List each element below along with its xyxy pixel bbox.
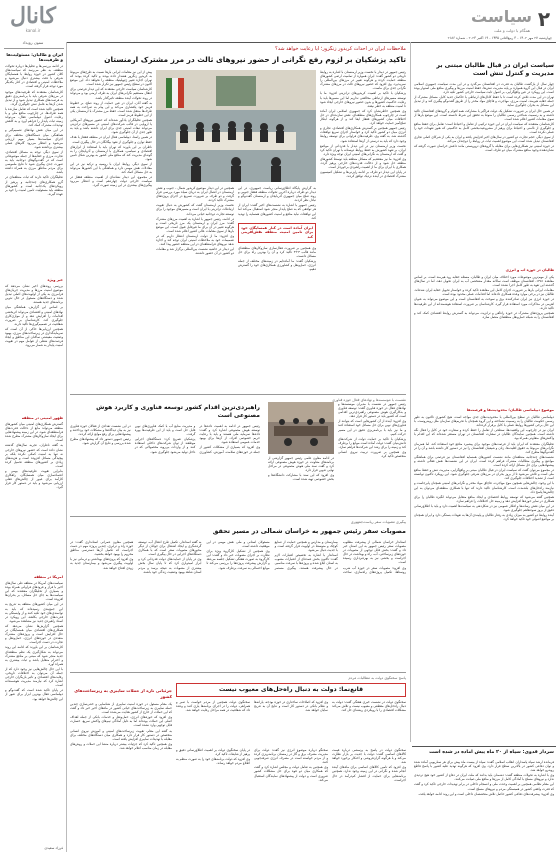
lead-title: تاکید پزشکیان بر لزوم رفع نگرانی از حضور نیروهای ثالث در مرز مشترک ارمنستان (104, 55, 406, 64)
lead-text-far-left: پیش از این نیز مقامات ایرانی بارها نسبت به طرح‌های مربوط به کریدور زنگزور هشدار داده بودند و تاکید کرده بودند که تهران اجازه تغییر ژئوپلیتیک منطقه را نخواهد داد. این موضع اکنون در سطح رئیس جمهور نیز تکرار شده است. کارشناسان سیاست خارجی معتقدند که این دیدار فرصتی برای انتقال مستقیم نگرانی‌های ایران به طرف ارمنی بود و می‌تواند در روند تحولات آینده منطقه تاثیرگذار باشد. به گفته آنان، ایران در عین حمایت از روند صلح، بر خطوط قرمز خود پافشاری می‌کند و این پیام به صراحت به همه طرف‌ها منتقل شده است. حفظ مرز مشترک با ارمنستان یکی از این خطوط قرمز است. همچنین تحلیلگران یادآور شده‌اند که حضور نیروهای آمریکایی یا اروپایی در قالب شرکت‌های امنیتی در مسیرهای ترانزیتی می‌تواند تبعات امنیتی جدی برای ایران داشته باشد و باید به طور جدی از آن جلوگیری شود. در همین راستا، دیپلماسی فعال ایران در منطقه قفقاز با هدف حفظ توازن و جلوگیری از نفوذ بیگانگان در حال پیگیری است. ناظران بر این باورند که تهران باید با استفاده از ابزارهای اقتصادی و سیاسی، همکاری با ارمنستان و آذربایجان را به گونه‌ای مدیریت کند که منافع ملی کشور به بهترین شکل تامین شود. از سوی دیگر، روابط ایران با روسیه و ترکیه نیز در این معادلات نقش مهمی دارد و هماهنگی با این کشورها می‌تواند به حل مسائل کمک کند. در مجموع، این دیدار نشانه‌ای از اهمیت منطقه قفقاز در سیاست خارجی دولت چهاردهم است و انتظار می‌رود پیگیری‌های بیشتری در این زمینه صورت گیرد. (70, 70, 152, 188)
side-column-title: ایران و طالبان: مسئولیت‌ها و ظرفیت‌ها (6, 52, 63, 62)
second-kicker: نشست با موسسه‌ها و نهادهای فعال حوزه فناوری (332, 398, 406, 402)
side-column-header: ستون رویداد (22, 40, 44, 45)
left-mini-title-2: فرزاد سعیدی (44, 846, 63, 850)
lead-quote-box (238, 223, 316, 243)
side-column-text-1: در ادامه بررسی‌ها و تحلیل‌ها درباره تحولات منطقه، به نظر می‌رسد که سیاست‌های کلان کشور در حوزه روابط با همسایگان شرقی با دقت بیشتری دنبال می‌شود و ملاحظات امنیتی و اقتصادی در کنار یکدیگر مورد توجه قرار گرفته است. کارشناسان معتقدند که ظرفیت‌های موجود در مرزهای شرقی باید با برنامه‌ریزی دقیق به فرصت‌های همکاری تبدیل شود و از تبدیل شدن آن‌ها به عامل تنش جلوگیری گردد. همچنین تاکید شده است که تعامل سازنده با همه طرف‌ها، در چارچوب منافع ملی و با رعایت اصول دیپلماسی فعال، می‌تواند زمینه ثبات پایدار را فراهم آورد و به کاهش تهدیدات مشترک کمک کند. در این میان نقش نهادهای تصمیم‌گیر و هماهنگی میان دستگاه‌های مختلف برای اجرای سیاست‌ها بسیار مهم ارزیابی می‌شود و انتظار می‌رود گام‌های عملی بیشتری برداشته شود. از سوی دیگر، توجه به مسائل اقتصادی، تجارت مرزی و حقابه‌ها از جمله موضوعاتی است که در گفت‌وگوهای دوجانبه باید به صورت جدی پیگیری شود تا نتایج ملموسی برای مردم مناطق مرزی به همراه داشته باشد. تحلیلگران تاکید دارند که ثبات منطقه‌ای در گرو همکاری‌های چندجانبه و پرهیز از رویکردهای یک‌جانبه است و کشورهای منطقه باید مسئولیت تامین امنیت را خود بر عهده گیرند. (5, 64, 63, 196)
second-title: راهبردی‌ترین اقدام کشور توسعه فناوری و کاربرد هوش مصنوعی است (96, 404, 260, 419)
logo-sub: kanal.ir (25, 28, 41, 33)
section-title: سیاست (471, 7, 532, 26)
fourth-kicker: پاسخ سخنگوی دولت به مطالبات مردم (348, 676, 406, 680)
lead-kicker: ملاحظات ایران در احداث کریدور زنگزور؛ آیا رعایت خواهد شد؟ (275, 46, 406, 52)
right-article-title: سیاست ایران در قبال طالبان مبتنی بر مدیریت و کنترل تنش است (436, 62, 554, 77)
second-text-mid: رئیس جمهور در ادامه به اهمیت داده‌ها در توسعه هوش مصنوعی اشاره کرد و گفت: داده‌ها سرمایه ملی هستند و باید با رعایت حریم خصوصی افراد، از آن‌ها برای بهبود خدمات عمومی استفاده شود. وی افزود که بسیاری از مشکلات کشور از جمله در حوزه‌های سلامت، آموزش، کشاورزی و مدیریت منابع آب با کمک فناوری‌های نوین قابل حل است و باید از این ظرفیت‌ها بهره گرفت. پزشکیان تصریح کرد: دستگاه‌های اجرایی موظفند از توان شرکت‌های داخلی استفاده کنند و از واردات بی‌رویه محصولاتی که در داخل تولید می‌شود جلوگیری شود. در این نشست تعدادی از فعالان حوزه فناوری نیز به بیان دیدگاه‌ها و مشکلات خود پرداختند و پیشنهادهایی برای رفع موانع ارائه کردند. رئیس جمهور دستور داد که پیشنهادهای مطرح شده بررسی و نتایج آن گزارش شود. (70, 424, 260, 454)
lead-photo-image (156, 70, 316, 182)
second-photo (268, 402, 334, 454)
second-text-bottom: در ادامه معاون علمی رئیس جمهور گزارشی از برنامه‌های معاونت در حوزه هوش مصنوعی ارائه کرد و گفت سند ملی هوش مصنوعی در مراحل نهایی تدوین قرار دارد. وی افزود که این سند با مشارکت دانشگاه‌ها و بخش خصوصی تهیه شده است. (268, 456, 334, 482)
logo (4, 4, 62, 38)
dateline: چهارشنبه ۲۷ مهر ۱۴۰۲ - ۳ ربیع‌الثانی ۱۴۴۵ - ۱۹ اکتبر ۲۰۲۳ - شماره ۲۱۸۶ (447, 36, 552, 40)
third-title: مصوبات سفر رئیس جمهور به خراسان شمالی در مسیر تحقق (212, 527, 406, 535)
page-number: ۲ (537, 7, 551, 31)
tagline: همگام با دولت و ملت (494, 28, 530, 33)
third-kicker: پیگیری مصوبات سفر ریاست‌جمهوری (350, 520, 406, 524)
side-column-note-title: خبر ویژه (47, 278, 63, 282)
right-article-text-3: دیپلماسی طالبان در سطح بین‌المللی با محدودیت‌های جدی مواجه است. هیچ کشوری تاکنون به طور رسمی حکومت طالبان را به رسمیت نشناخته و این گروه همچنان با تحریم‌های سازمان ملل روبه‌روست. با این حال برخی کشورها روابط عملی با کابل برقرار کرده‌اند. ایران نیز در چارچوب این واقعیت‌ها، سطحی از تعامل را حفظ کرده و سفارت خود در کابل را فعال نگه داشته است. همچنین نمایندگان طالبان در سفارت افغانستان در تهران مستقر شده‌اند که این اقدام با واکنش‌های متفاوتی همراه بود. تحلیلگران معتقدند که ایران باید از فرصت‌های موجود برای پیشبرد منافع خود استفاده کند، اما همزمان نگرانی‌های مربوط به حقوق اقلیت‌ها، زنان و شیعیان افغانستان را نیز در دستور کار داشته باشد و آن را در گفت‌وگوها مطرح کند. نشست‌های چندجانبه منطقه‌ای مانند نشست کشورهای همسایه افغانستان نیز فرصتی برای هماهنگی مواضع و پیگیری مطالبات مشترک فراهم کرده است. ایران در این نشست‌ها نقش فعالی داشته و پیشنهادهایی برای حل مسائل ارائه کرده است. در مجموع می‌توان گفت که سیاست ایران در قبال طالبان مبتنی بر واقع‌گرایی، مدیریت تنش و حفظ منافع ملی است و تلاش می‌شود تا از بروز بحران در مرزهای شرقی جلوگیری شود. این رویکرد تاکنون توانسته است از تشدید اختلافات جلوگیری کند. با این وجود، چالش‌هایی همچون موج مهاجرت، قاچاق مواد مخدر و نگرانی‌های امنیتی همچنان پابرجاست و نیازمند راه‌حل‌های بلندمدت است. کارشناسان تاکید دارند که تنها با همکاری منطقه‌ای می‌توان به این چالش‌ها پاسخ داد. همچنین گفته می‌شود که توسعه روابط اقتصادی و ایجاد منافع متقابل می‌تواند انگیزه طالبان را برای همکاری در سایر حوزه‌ها افزایش دهد و زمینه حل اختلافات را فراهم سازد. در این میان نقش رسانه‌ها و افکار عمومی نیز در شکل‌دهی به سیاست‌ها اهمیت دارد و باید با اطلاع‌رسانی دقیق از بروز سوءتفاهم جلوگیری شود. آینده روابط دو کشور به میزان زیادی به رفتار طالبان و پایبندی آن‌ها به تعهدات بستگی دارد و ایران همچنان بر مواضع اصولی خود تاکید خواهد کرد. (414, 415, 554, 522)
right-article-sub-2: موضوع دیپلماسی طالبان؛ محدودیت‌ها و فرصت‌ها (466, 408, 554, 412)
fifth-text: یک مقام مسئول در حوزه امنیت سایبری از شناسایی و خنثی‌سازی چندین حمله سایبری به زیرساخت‌های حیاتی کشور در ماه‌های اخیر خبر داد و گفت که این حملات از خارج از کشور هدایت می‌شده است. وی افزود که حوزه‌های انرژی، حمل‌ونقل و خدمات بانکی از جمله اهداف اصلی این حملات بوده‌اند اما به دلیل آمادگی تیم‌های واکنش سریع، خسارت قابل توجهی وارد نشده است. به گفته این مقام، تقویت زیرساخت‌های امنیتی و آموزش نیروی انسانی متخصص در دستور کار قرار دارد و همکاری میان دستگاه‌های مختلف برای مقابله با تهدیدات سایبری افزایش یافته است. وی همچنین تاکید کرد که جزئیات بیشتر درباره منشا این حملات و روش‌های مقابله در زمان مناسب اعلام خواهد شد. (70, 702, 172, 750)
right-article-sub-1: طالبان در حوزه آب و انرژی (505, 268, 554, 272)
right-article-text-2: یکی از مهم‌ترین موضوعات مورد اختلاف میان ایران و طالبان، مسئله حقابه رود هیرمند است. بر اساس معاهده ۱۳۵۱، افغانستان موظف است سالانه مقدار مشخصی آب به ایران تحویل دهد، اما در سال‌های گذشته این تعهد به طور کامل اجرا نشده است. مقامات ایرانی بارها بر ضرورت اجرای کامل این معاهده تاکید کرده و خواستار تحویل حقابه ایران شده‌اند. طالبان نیز در برخی موارد وعده همکاری داده‌اند اما اقدامات عملی محدود بوده است. در حوزه انرژی نیز ایران صادرکننده برق و سوخت به افغانستان است و این موضوع می‌تواند به عنوان اهرمی در مذاکرات مورد استفاده قرار گیرد. کارشناسان بر ضرورت استفاده هوشمندانه از این ظرفیت‌ها تاکید دارند. همچنین پروژه‌های مشترک در حوزه راه‌آهن و ترانزیت می‌تواند به گسترش روابط اقتصادی کمک کند و افغانستان را به شبکه حمل‌ونقل منطقه‌ای متصل سازد. (414, 275, 554, 319)
side-column-text-3: گسترش همکاری‌های امنیتی میان کشورهای منطقه می‌تواند مانع از دخالت قدرت‌های فرامنطقه‌ای شود. در این زمینه پیشنهادهایی برای ایجاد سازوکارهای مشترک مطرح شده است. به گفته ناظران، تجربه سال‌های گذشته نشان داده است که حضور نیروهای خارجی نه تنها به امنیت کمکی نکرده بلکه بر پیچیدگی مسائل افزوده است و هزینه‌های زیادی بر کشورهای منطقه تحمیل کرده است. بنابراین تقویت ظرفیت‌های بومی و اعتمادسازی میان همسایگان، راهکاری کارآمد برای عبور از چالش‌های فعلی ارزیابی می‌شود و باید در دستور کار قرار گیرد. (5, 422, 63, 490)
fourth-extra-text: سخنگوی دولت در پاسخ به پرسشی درباره قیمت کالاهای اساسی گفت: دولت با جدیت بر بازار نظارت می‌کند و با هرگونه گران‌فروشی و احتکار برخورد خواهد شد. وی افزود که تامین کالاهای اساسی برای ماه‌های آینده انجام شده و نگرانی در این زمینه وجود ندارد. همچنین برنامه‌هایی برای حمایت از اقشار کم‌درآمد در حال اجراست. سخنگو درباره موضوع انرژی نیز گفت: دولت برای مدیریت مصرف برق و گاز در زمستان برنامه‌ریزی کرده و از مردم خواسته است در مصرف انرژی صرفه‌جویی کنند. وی همچنین به تعامل دولت و مجلس اشاره کرد و گفت که همکاری میان دو قوه برای حل مشکلات کشور ضروری است و دولت از پیشنهادهای نمایندگان استقبال می‌کند. در پایان سخنگوی دولت بر اهمیت اطلاع‌رسانی دقیق و پرهیز از شایعات تاکید کرد. وی افزود که دولت برنامه‌های خود را به صورت منظم به اطلاع مردم خواهد رساند. (176, 748, 406, 782)
lead-text-right: رئیس جمهور در دیدار با نخست وزیر ارمنستان با اشاره به روابط تاریخی دو کشور گفت: ایران همواره از تمامیت ارضی کشورهای منطقه حمایت کرده و هرگونه تغییر در مرزهای بین‌المللی را نمی‌پذیرد. وی افزود که حضور نیروهای ثالث در مرزهای مشترک نگرانی جدی برای ماست. پزشکیان با تاکید بر اهمیت کریدورهای ترانزیتی افزود: ما با توسعه مسیرهای ارتباطی مخالفتی نداریم اما این مسیرها باید با رعایت حاکمیت کشورها و بدون حضور نیروهای خارجی ایجاد شود تا امنیت منطقه به خطر نیفتد. وی همچنین خاطرنشان کرد که جمهوری اسلامی ایران آماده است در چارچوب همکاری‌های منطقه‌ای، نقش سازنده‌ای در حل اختلافات میان کشورهای قفقاز ایفا کند و از هرگونه ابتکار صلح‌آمیز حمایت خواهد کرد. رئیس جمهور همچنین بر گسترش همکاری‌های اقتصادی، تجاری و انرژی میان دو کشور تاکید کرد و خواستار اجرای سریع توافقات گذشته شد. به گفته وی، ظرفیت‌های فراوانی برای توسعه روابط وجود دارد که باید به درستی از آن‌ها استفاده شود. نخست وزیر ارمنستان نیز در این دیدار با قدردانی از مواضع ایران، بر تعهد کشورش به حفظ روابط دوستانه با تهران تاکید کرد و گفت که ارمنستان به نگرانی‌های امنیتی ایران توجه ویژه دارد. وی افزود: ما نیز معتقدیم که مسائل منطقه باید توسط کشورهای منطقه حل شود و از دخالت قدرت‌های خارجی پرهیز گردد. همکاری با ایران برای ما از اهمیت راهبردی برخوردار است. در پایان این دیدار دو طرف بر ادامه رایزنی‌ها و تشکیل کمیسیون مشترک اقتصادی در آینده نزدیک توافق کردند. (320, 70, 406, 179)
side-column-text-4: سیاست‌های آمریکا در منطقه طی سال‌های اخیر با فراز و فرودهای فراوانی همراه بوده و بسیاری از تحلیلگران معتقدند که این سیاست‌ها به جای حل مسائل، بر بحران‌ها افزوده است. در این میان کشورهای منطقه به تدریج به این جمع‌بندی رسیده‌اند که باید به توانمندی‌های خود تکیه کنند و از وابستگی به قدرت‌های خارجی بکاهند. این رویکرد در اسناد راهبردی جدید نیز مشاهده می‌شود. همچنین گزارش‌ها نشان می‌دهد که همکاری‌های اقتصادی میان همسایگان در حال افزایش است و پروژه‌های مشترک متعددی در حوزه‌های انرژی، حمل‌ونقل و تجارت در دست اجراست. کارشناسان بر این باورند که ادامه این روند می‌تواند به شکل‌گیری یک نظم منطقه‌ای جدید منجر شود که مبتنی بر منافع مشترک و احترام متقابل باشد و ثبات بیشتری به همراه آورد. با این حال چالش‌هایی نیز وجود دارد که از جمله آن می‌توان به اختلافات تاریخی، رقابت‌های اقتصادی و تاثیر بازیگران خارجی اشاره کرد که نیازمند مدیریت هوشمندانه است. در پایان تاکید شده است که گفت‌وگو و دیپلماسی فعال بهترین ابزار برای عبور از این چالش‌ها خواهد بود. (5, 581, 63, 701)
bottom-right-text: فرمانده ارشد سپاه پاسداران انقلاب اسلامی گفت: سپاه از بیست ماه پیش برای هر سناریویی آماده شده و توان دفاعی کشور در بالاترین سطح قرار دارد. وی افزود که هرگونه تهدید علیه کشور با پاسخ قاطع روبه‌رو خواهد شد. وی با اشاره به تحولات منطقه گفت: دشمنان باید بدانند که ملت ایران در دفاع از کشور خود هیچ تردیدی ندارد و نیروهای مسلح با آمادگی کامل از مرزها و منافع ملی صیانت می‌کنند. این مقام نظامی همچنین بر اهمیت وحدت ملی و انسجام داخلی در برابر تهدیدات خارجی تاکید کرد و گفت که قدرت واقعی کشور در همبستگی مردم و نیروهای مسلح است. وی افزود: پیشرفت‌های دفاعی کشور حاصل تلاش متخصصان داخلی است و این روند ادامه خواهد یافت. (414, 760, 554, 796)
third-text: استاندار خراسان شمالی از پیشرفت مطلوب مصوبات سفر رئیس جمهور به این استان خبر داد و گفت: بخش قابل توجهی از مصوبات در حوزه‌های زیرساختی، آب، راه و بهداشت در حال اجراست و بخشی نیز به بهره‌برداری رسیده است. وی افزود: مصوبات سفر در حوزه آب شرب روستاها، تکمیل پروژه‌های راه‌سازی، ساخت بیمارستان و مدارس و همچنین حمایت از صنایع کوچک و متوسط در اولویت قرار گرفته است و با جدیت دنبال می‌شود. استاندار با اشاره به تخصیص اعتبارات لازم گفت: تاکنون بخش عمده‌ای از اعتبارات مصوب به استان ابلاغ شده و پروژه‌ها با سرعت مناسبی در حال پیشرفت هستند. پیگیری مستمر مسئولان استانی و ملی نقش مهمی در این موفقیت داشته است. وی همچنین از تشکیل کارگروه ویژه برای نظارت بر اجرای مصوبات خبر داد و گفت: این کارگروه به صورت هفتگی تشکیل جلسه می‌دهد و گزارش پیشرفت پروژه‌ها را بررسی می‌کند تا موانع احتمالی به سرعت برطرف شود. به گفته استاندار، تکمیل طرح انتقال آب، توسعه گردشگری و ایجاد اشتغال برای جوانان از دیگر محورهای مصوبات سفر است که با همکاری دستگاه‌های اجرایی در حال پیگیری است. وی در پایان از حمایت‌های دولت قدردانی کرد و ابراز امیدواری کرد که تا پایان سال بخش بیشتری از مصوبات به نتیجه برسد و مردم استان شاهد بهبود وضعیت زندگی خود باشند. همچنین معاون عمرانی استانداری گفت: در حوزه راه و ترابری، چندین پروژه مهم در دست اجراست که تکمیل آن‌ها دسترسی مناطق محروم را بهبود خواهد بخشید. وی افزود که پروژه‌های بهداشتی و درمانی نیز با اولویت پیگیری می‌شود و بیمارستان جدید به زودی افتتاح خواهد شد. (70, 540, 406, 574)
lead-quote: ایران آماده است در کنار همسایگان خود برای تامین امنیت منطقه نقش‌آفرینی کند (241, 225, 313, 239)
fifth-title: جزئیاتی تازه از حملات سایبری به زیرساخت‌های کشور (74, 688, 172, 699)
second-text-right: رئیس جمهور در نشست با مدیران موسسه‌ها و نهادهای فعال در حوزه فناوری گفت: توسعه فناوری و به‌کارگیری هوش مصنوعی راهبردی‌ترین اقدامی است که کشور باید در دستور کار قرار دهد. وی افزود: آینده از آن کشورهایی است که بتوانند از فناوری‌های نوین برای حل مسائل خود استفاده کنند و ما نیز باید با برنامه‌ریزی دقیق در این مسیر حرکت کنیم. پزشکیان با تاکید بر حمایت دولت از شرکت‌های دانش‌بنیان گفت: دولت آماده است موانع را برطرف کند و زمینه را برای رشد این شرکت‌ها فراهم سازد. وی همچنین بر ضرورت تربیت نیروی انسانی متخصص تاکید کرد. (338, 402, 406, 459)
bottom-right-title: سردار قدوی: سپاه از ۲۰ ماه پیش آماده در شده است (429, 750, 554, 755)
side-column-red-heading: ظهور امنیتی در منطقه (21, 416, 63, 420)
second-photo-image (268, 402, 334, 454)
left-mini-title-1: آمریکا در منطقه (34, 575, 63, 579)
lead-text-left: همچنین در این دیدار موضوع کریدور شمال - جنوب و نقش ارمنستان در اتصال ایران به دریای سیاه مورد بررسی قرار گرفت و دو طرف بر ضرورت تسریع در اجرای پروژه‌های مشترک تاکید کردند. نخست وزیر ارمنستان گفت که کشورش به دنبال تقویت ارتباطات ترانزیتی با ایران است و مسیرهای موجود را برای توسعه تجارت دوجانبه حیاتی می‌داند. در ادامه، رئیس جمهور با اشاره به اهمیت مرزهای مشترک گفت: مرز ایران و ارمنستان یک مرز تاریخی است و هرگونه تغییر در آن برای ما غیرقابل قبول است. این موضع بارها از سوی مقامات عالی کشور اعلام شده است. وی افزود: ما از دولت ارمنستان انتظار داریم که در تصمیمات خود به ملاحظات امنیتی ایران توجه کند و اجازه ندهد نیروهای فرامنطقه‌ای در این منطقه حضور پیدا کنند. این دیدار در حاشیه نشست بین‌المللی برگزار شد و مقامات دو کشور در آن حضور داشتند. (156, 186, 234, 256)
fourth-text: سخنگوی دولت در نشست خبری هفتگی گفت: دولت به دنبال راه‌حل‌های مقطعی و معیوب نیست و تلاش می‌کند مشکلات اقتصادی را با رویکردی ریشه‌ای حل کند. وی افزود که اصلاحات ساختاری در حوزه بودجه، یارانه‌ها و نظام بانکی در دستور کار است و نتایج آن به تدریج نمایان خواهد شد. سخنگوی دولت همچنین از مردم خواست با صبر و همراهی، دولت را در اجرای برنامه‌ها یاری کنند و وعده داد که شفافیت در همه مراحل رعایت خواهد شد. (176, 700, 406, 713)
fourth-title: قانع‌نما: دولت به دنبال راه‌حل‌های معیوب نیست (218, 686, 364, 693)
logo-text: کانال (10, 3, 56, 29)
page-number-box (532, 6, 556, 32)
side-column-text-2: بررسی روندهای اخیر نشان می‌دهد که موضوع امنیت مرزها و مدیریت جریان‌های فرامرزی به یکی از اولویت‌های اصلی تبدیل شده و دستگاه‌های مسئول در حال تدوین برنامه‌های جدید هستند. بر اساس این گزارش، هماهنگی میان نهادهای امنیتی و اقتصادی می‌تواند اثربخشی اقدامات را افزایش دهد و از موازی‌کاری جلوگیری کند. کارشناسان بر ضرورت شفافیت در تصمیم‌گیری‌ها تاکید دارند. همچنین ارزیابی‌ها حاکی از آن است که سرمایه‌گذاری در زیرساخت‌های مرزی، بهبود وضعیت معیشتی ساکنان این مناطق و ایجاد فرصت‌های شغلی از عوامل مهم در تقویت امنیت پایدار به شمار می‌رود. (5, 284, 63, 348)
lead-text-mid: به گزارش پایگاه اطلاع‌رسانی ریاست جمهوری، در این دیدار دو طرف درباره آخرین تحولات منطقه قفقاز جنوبی و روند صلح میان جمهوری آذربایجان و ارمنستان گفت‌وگو و تبادل نظر کردند. رئیس جمهور با اشاره به نشست‌های اخیر گفت: ایران از هر توافقی که به صلح پایدار منجر شود استقبال می‌کند اما این توافقات نباید منافع و امنیت کشورهای همسایه را تهدید کند. ایران آماده است در کنار همسایگان خود برای تامین امنیت منطقه نقش‌آفرینی کند وی همچنین بر ضرورت فعال‌سازی سازوکارهای منطقه‌ای مانند قالب ۳+۳ تاکید کرد و آن را بهترین راه برای حل مسائل دانست. پزشکیان گفت: ما آماده‌ایم در زمینه‌های مختلف از جمله انرژی، حمل‌ونقل و کشاورزی همکاری‌های خود را گسترش دهیم. (238, 186, 316, 271)
lead-photo (156, 70, 316, 182)
right-article-text-1: چهار سال از بازگشت طالبان به قدرت در افغانستان می‌گذرد و در این مدت سیاست جمهوری اسلامی ایران در قبال این گروه همواره بر پایه مدیریت تنش‌ها، حفظ امنیت مرزها و پیگیری منافع ملی استوار بوده است. این رویکرد در عین واقع‌گرایی، بر اصول ثابت سیاست خارجی کشور تکیه دارد. تهران در این مدت تلاش کرده است تا با حفظ کانال‌های ارتباطی با حاکمان جدید کابل، مسائل مشترک از جمله حقابه هیرمند، امنیت مرزی، مهاجرت و قاچاق مواد مخدر را از طریق گفت‌وگو پیگیری کند و از تبدیل این مسائل به بحران جلوگیری نماید. در همین حال ایران بر ضرورت تشکیل یک دولت فراگیر با مشارکت همه اقوام و گروه‌های افغانستان تاکید داشته و به رسمیت شناختن رسمی طالبان را منوط به تحقق این شرط دانسته است. این موضع بارها از سوی مقامات کشور اعلام شده است. کارشناسان معتقدند که سیاست ایران در این حوزه ترکیبی از تعامل و احتیاط است؛ تعامل برای حفظ منافع و جلوگیری از ناامنی و احتیاط برای پرهیز از مشروعیت‌بخشی کامل به حاکمیتی که هنوز تعهدات خود را عملی نکرده است. از سوی دیگر، حجم تجارت دو کشور در سال‌های اخیر افزایش یافته و ایران به یکی از شرکای اصلی تجاری افغانستان تبدیل شده است. این موضوع اهمیت ثبات در روابط را دوچندان می‌کند. در حوزه امنیتی نیز همکاری‌هایی برای مقابله با گروه‌های تروریستی مانند داعش خراسان صورت گرفته که نشان‌دهنده وجود منافع مشترک میان دو طرف است. (414, 82, 554, 153)
